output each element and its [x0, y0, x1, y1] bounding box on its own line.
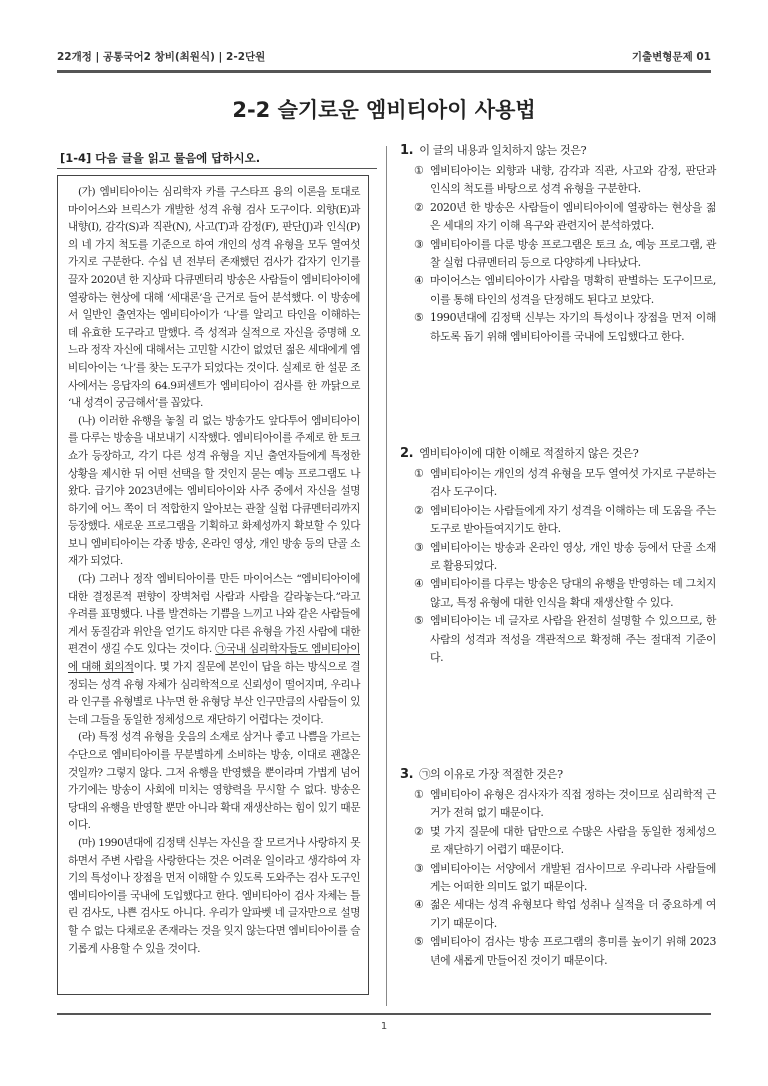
option-text: 엠비티아이는 방송과 온라인 영상, 개인 방송 등에서 단골 소재로 활용되었다.	[430, 540, 716, 573]
option-marker: ⑤	[414, 935, 424, 949]
passage-paragraph-ma: (마) 1990년대에 김정택 신부는 자신을 잘 모르거나 사랑하지 못하면서 주변 사람을 사랑한다는 것은 어려운 일이라고 생각하여 자기의 특성이나 장점을 먼저 이해할 수 있도록 도와주는 검사 도구인 엠비티아이를 국내에 도입했다고 한다. 엠비티아이 검사 자체는 틀린 검사도, 나쁜 검사도 아니다. 우리가 알파벳 네 글자만으로 설명할 수 없는 다채로운 존재라는 것을 잊지 않는다면 엠비티아이를 슬기롭게 사용할 수 있을 것이다.	[68, 836, 360, 955]
question-text: ㉠의 이유로 가장 적절한 것은?	[419, 768, 563, 781]
option-marker: ④	[414, 898, 424, 912]
question-stem	[400, 766, 716, 784]
option-text: 젊은 세대는 성격 유형보다 학업 성취나 실적을 더 중요하게 여기기 때문이다.	[430, 898, 716, 930]
option-marker: ③	[414, 237, 424, 251]
option-text: 엠비티아이를 다루는 방송은 당대의 유행을 반영하는 데 그치지 않고, 특정 유형에 대한 인식을 확대 재생산할 수 있다.	[430, 577, 716, 609]
question-text: 이 글의 내용과 일치하지 않는 것은?	[419, 144, 587, 157]
passage-paragraph-ra: (라) 특정 성격 유형을 웃음의 소재로 삼거나 좋고 나쁨을 가르는 수단으로 엠비티아이를 무분별하게 소비하는 방송, 이대로 괜찮은 것일까? 그렇지 않다. 그저 유행을 반영했을 뿐이라며 가볍게 넘어가기에는 방송이 사회에 미치는 영향력을 무시할 수 없다. 방송은 당대의 유행을 반영할 뿐만 아니라 확대 재생산하는 힘이 있기 때문이다.	[68, 731, 360, 832]
option-marker: ②	[414, 200, 424, 214]
question-1	[400, 142, 716, 346]
answer-option[interactable]	[414, 502, 716, 539]
option-text: 엠비티아이는 사람들에게 자기 성격을 이해하는 데 도움을 주는 도구로 받아들여지기도 한다.	[430, 503, 716, 536]
footer-divider	[57, 1013, 711, 1015]
question-number: 3.	[400, 767, 414, 782]
option-marker: ③	[414, 540, 424, 554]
question-number: 1.	[400, 143, 414, 158]
answer-option[interactable]	[414, 465, 716, 502]
option-text: 몇 가지 질문에 대한 답만으로 수많은 사람을 동일한 정체성으로 재단하기 어렵기 때문이다.	[430, 824, 716, 857]
answer-option[interactable]	[414, 896, 716, 933]
option-marker: ②	[414, 503, 424, 517]
answer-options	[414, 465, 716, 667]
answer-option[interactable]	[414, 575, 716, 612]
answer-options	[414, 786, 716, 970]
option-marker: ①	[414, 164, 424, 177]
option-text: 마이어스는 엠비티아이가 사람을 명확히 판별하는 도구이므로, 이를 통해 타인의 성격을 단정해도 된다고 보았다.	[430, 274, 716, 306]
question-3	[400, 766, 716, 970]
answer-option[interactable]	[414, 786, 716, 823]
option-text: 2020년 한 방송은 사람들이 엠비티아이에 열광하는 현상을 젊은 세대의 자기 이해 욕구와 관련지어 분석하였다.	[430, 200, 716, 233]
option-text: 1990년대에 김정택 신부는 자기의 특성이나 장점을 먼저 이해하도록 돕기 위해 엠비티아이를 국내에 도입했다고 한다.	[430, 311, 716, 343]
passage-text: (다) 그러나 정작 엠비티아이를 만든 마이어스는 “엠비티아이에 대한 결정론적 편향이 장벽처럼 사람과 사람을 갈라놓는다.”라고 우려를 표명했다. 나를 발견하는 기쁨을 느끼고 나와 같은 사람들에게서 동질감과 위안을 얻기도 하지만 다른 유형을 가진 사람에 대한 편견이 생길 수도 있다는 것이다.	[68, 573, 360, 656]
reading-passage	[57, 175, 369, 995]
page-header	[57, 49, 711, 65]
option-marker: ②	[414, 824, 424, 838]
option-marker: ⑤	[414, 614, 424, 628]
question-2	[400, 445, 716, 667]
answer-option[interactable]	[414, 199, 716, 236]
answer-option[interactable]	[414, 933, 716, 970]
question-number: 2.	[400, 446, 414, 461]
option-text: 엠비티아이를 다룬 방송 프로그램은 토크 쇼, 예능 프로그램, 관찰 실험 다큐멘터리 등으로 다양하게 나타났다.	[430, 237, 716, 270]
question-stem	[400, 142, 716, 160]
passage-paragraph-na: (나) 이러한 유행을 놓칠 리 없는 방송가도 앞다투어 엠비티아이를 다루는 방송을 내보내기 시작했다. 엠비티아이를 주제로 한 토크 쇼가 등장하고, 각기 다른 성격 유형을 지닌 출연자들에게 특정한 상황을 제시한 뒤 어떤 선택을 할 것인지 묻는 예능 프로그램도 나왔다. 급기야 2023년에는 엠비티아이와 사주 중에서 자신을 설명하기에 어느 쪽이 더 적합한지 알아보는 관찰 실험 다큐멘터리까지 등장했다. 새로운 프로그램을 기획하고 화제성까지 확보할 수 있다 보니 엠비티아이는 각종 방송, 온라인 영상, 개인 방송 등의 단골 소재가 되었다.	[68, 414, 360, 568]
option-text: 엠비티아이는 네 글자로 사람을 완전히 설명할 수 있으므로, 한 사람의 성격과 적성을 객관적으로 확정해 주는 절대적 기준이다.	[430, 614, 716, 665]
page-number: 1	[380, 1021, 388, 1032]
passage-paragraph-ga: (가) 엠비티아이는 심리학자 카를 구스타프 융의 이론을 토대로 마이어스와 브릭스가 개발한 성격 유형 검사 도구이다. 외향(E)과 내향(I), 감각(S)과 직관(N), 사고(T)과 감정(F), 판단(J)과 인식(P)의 네 가지 척도를 기준으로 하여 개인의 성격 유형을 모두 열여섯 가지로 구분한다. 수십 년 전부터 존재했던 검사가 갑자기 인기를 끌자 2020년 한 지상파 다큐멘터리 방송은 사람들이 엠비티아이에 열광하는 현상에 대해 ‘세대론’을 근거로 들어 분석했다. 이 방송에서 일반인 출연자는 엠비티아이가 ‘나’를 알리고 타인을 이해하는 데 유효한 도구라고 말했다. 즉 성적과 실적으로 자신을 증명해 오느라 정작 자신에 대해서는 고민할 시간이 없었던 젊은 세대에게 엠비티아이는 ‘나’를 찾는 도구가 되었다는 것이다. 실제로 한 설문 조사에서는 응답자의 64.9퍼센트가 엠비티아이 검사를 한 까닭으로 ‘내 성격이 궁금해서’를 꼽았다.	[68, 186, 360, 410]
header-divider	[57, 70, 711, 73]
answer-option[interactable]	[414, 539, 716, 576]
option-marker: ⑤	[414, 311, 424, 325]
passage-text: 이다. 몇 가지 질문에 본인이 답을 하는 방식으로 결정되는 성격 유형 자체가 심리학적으로 신뢰성이 떨어지며, 우리나라 인구를 유형별로 나누면 한 유형당 부산 인구만큼의 사람들이 있는데 그들을 동일한 정체성으로 재단하기 어렵다는 것이다.	[68, 661, 360, 726]
answer-option[interactable]	[414, 860, 716, 897]
option-text: 엠비티아이는 외향과 내향, 감각과 직관, 사고와 감정, 판단과 인식의 척도를 바탕으로 성격 유형을 구분한다.	[430, 164, 716, 196]
option-text: 엠비티아이 유형은 검사자가 직접 정하는 것이므로 심리학적 근거가 전혀 없기 때문이다.	[430, 788, 716, 820]
question-stem	[400, 445, 716, 463]
answer-option[interactable]	[414, 272, 716, 309]
answer-option[interactable]	[414, 612, 716, 667]
answer-option[interactable]	[414, 162, 716, 199]
answer-options	[414, 162, 716, 346]
option-text: 엠비티아이는 서양에서 개발된 검사이므로 우리나라 사람들에게는 어떠한 의미도 없기 때문이다.	[430, 861, 716, 894]
instruction: [1-4] 다음 글을 읽고 물음에 답하시오.	[60, 151, 261, 165]
option-marker: ③	[414, 861, 424, 875]
option-marker: ①	[414, 467, 424, 480]
answer-option[interactable]	[414, 309, 716, 346]
option-text: 엠비티아이 검사는 방송 프로그램의 흥미를 높이기 위해 2023년에 새롭게 만들어진 것이기 때문이다.	[430, 935, 716, 967]
instruction-underline	[57, 168, 377, 169]
page-title: 2-2 슬기로운 엠비티아이 사용법	[232, 98, 536, 122]
underlined-phrase-giyeok: ㉠국내 심리학자들도 엠비티아이에 대해 회의적	[68, 643, 360, 674]
option-marker: ④	[414, 577, 424, 591]
answer-option[interactable]	[414, 236, 716, 273]
option-marker: ④	[414, 274, 424, 288]
option-text: 엠비티아이는 개인의 성격 유형을 모두 열여섯 가지로 구분하는 검사 도구이다.	[430, 467, 716, 499]
header-course-info: 22개정 | 공통국어2 창비(최원식) | 2-2단원	[57, 51, 266, 63]
header-worksheet-label: 기출변형문제 01	[631, 51, 711, 63]
answer-option[interactable]	[414, 823, 716, 860]
option-marker: ①	[414, 788, 424, 801]
column-divider	[386, 146, 387, 1006]
passage-paragraph-da	[68, 571, 360, 729]
question-text: 엠비티아이에 대한 이해로 적절하지 않은 것은?	[419, 447, 639, 460]
